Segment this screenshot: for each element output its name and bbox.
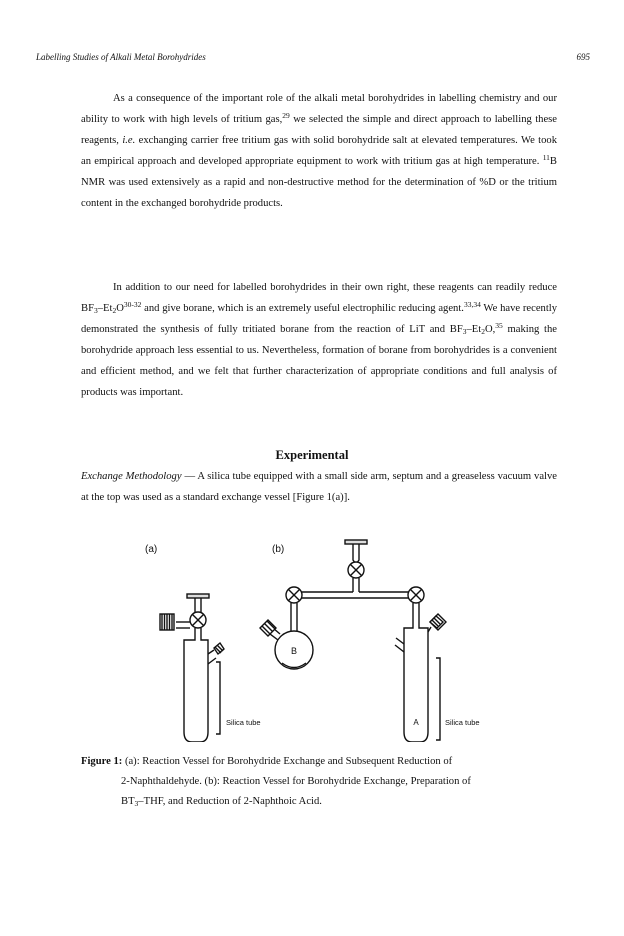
tube-label-b: Silica tube <box>445 718 480 727</box>
text-run: making the borohydride approach less essential to us. Nevertheless, formation of borane from borohydrides is a convenient and efficient method, and we felt that further characterization of appropriate conditions and full analysis of products was important. <box>81 324 557 398</box>
vessel-a <box>160 594 261 742</box>
text-run: –Et <box>466 324 482 335</box>
text-run: exchanging carrier free tritium gas with solid borohydride salt at elevated temperatures. We took an empirical approach and developed appropriate equipment to work with tritium gas at high temperature. <box>81 135 557 167</box>
subscript: 3 <box>134 799 139 808</box>
isotope-superscript: 11 <box>542 153 550 162</box>
section-heading: Experimental <box>275 448 349 462</box>
flask-label: B <box>290 646 298 656</box>
septum-cap-icon <box>160 614 174 630</box>
paragraph-intro <box>81 88 557 214</box>
right-valve-icon <box>408 587 424 603</box>
caption-text: BT <box>121 796 135 807</box>
figure-caption <box>81 752 561 812</box>
italic-text: i.e. <box>122 135 136 146</box>
tube-label-a: Silica tube <box>226 718 261 727</box>
left-valve-icon <box>286 587 302 603</box>
caption-line <box>81 752 561 772</box>
caption-line <box>81 792 561 812</box>
valve-handle-icon <box>187 594 209 598</box>
caption-line: 2-Naphthaldehyde. (b): Reaction Vessel for Borohydride Exchange, Preparation of <box>121 776 471 787</box>
citation-ref: 35 <box>495 321 503 330</box>
top-valve-icon <box>348 562 364 578</box>
text-run: — A silica tube equipped with a small side arm, septum and a greaseless vacuum valve at the top was used as a standard exchange vessel [Figure 1(a)]. <box>81 471 557 503</box>
flask-septum-icon <box>260 620 276 636</box>
paragraph-text <box>81 88 557 214</box>
text-run: We have recently demonstrated the synthesis of fully tritiated borane from the reaction of LiT and BF <box>81 303 558 335</box>
figure-1 <box>140 532 490 742</box>
page-number: 695 <box>576 52 590 62</box>
text-run: In addition to our need for labelled borohydrides in their own right, these reagents can readily reduce BF <box>81 282 557 314</box>
citation-ref: 33,34 <box>463 300 481 309</box>
valve-icon <box>190 612 206 628</box>
subscript: 2 <box>112 306 117 315</box>
citation-ref: 30-32 <box>123 300 142 309</box>
caption-text: –THF, and Reduction of 2-Naphthoic Acid. <box>138 796 322 807</box>
caption-label: Figure 1: <box>81 756 123 767</box>
label-b: (b) <box>272 544 285 555</box>
paragraph-methodology <box>81 466 557 508</box>
text-run: O <box>116 303 124 314</box>
text-run: O, <box>484 324 496 335</box>
citation-ref: 29 <box>282 111 290 120</box>
running-head <box>36 52 590 62</box>
subscript: 3 <box>462 327 467 336</box>
paragraph-text <box>81 277 557 403</box>
label-a: (a) <box>145 544 158 555</box>
tube-letter: A <box>413 718 419 727</box>
paragraph-borane <box>81 277 557 403</box>
subscript: 2 <box>481 327 485 336</box>
subscript: 3 <box>93 306 98 315</box>
running-head-title: Labelling Studies of Alkali Metal Borohydrides <box>36 52 206 62</box>
text-run: B NMR was used extensively as a rapid and non-destructive method for the determination of %D or the tritium content in the exchanged borohydride products. <box>81 156 557 209</box>
side-arm-cap-icon <box>214 643 224 654</box>
caption-text: (a): Reaction Vessel for Borohydride Exchange and Subsequent Reduction of <box>122 756 453 767</box>
text-run: As a consequence of the important role of the alkali metal borohydrides in labelling chemistry and our ability to work with high levels of tritium gas, <box>81 93 557 125</box>
text-run: and give borane, which is an extremely useful electrophilic reducing agent. <box>141 303 464 314</box>
text-run: –Et <box>97 303 113 314</box>
paragraph-text <box>81 466 557 508</box>
flask-b <box>275 631 313 669</box>
text-run: we selected the simple and direct approach to labelling these reagents, <box>81 114 557 146</box>
vessel-b <box>260 540 480 742</box>
apparatus-diagram <box>140 532 490 742</box>
run-in-heading: Exchange Methodology <box>81 471 182 482</box>
top-valve-handle-icon <box>345 540 367 544</box>
